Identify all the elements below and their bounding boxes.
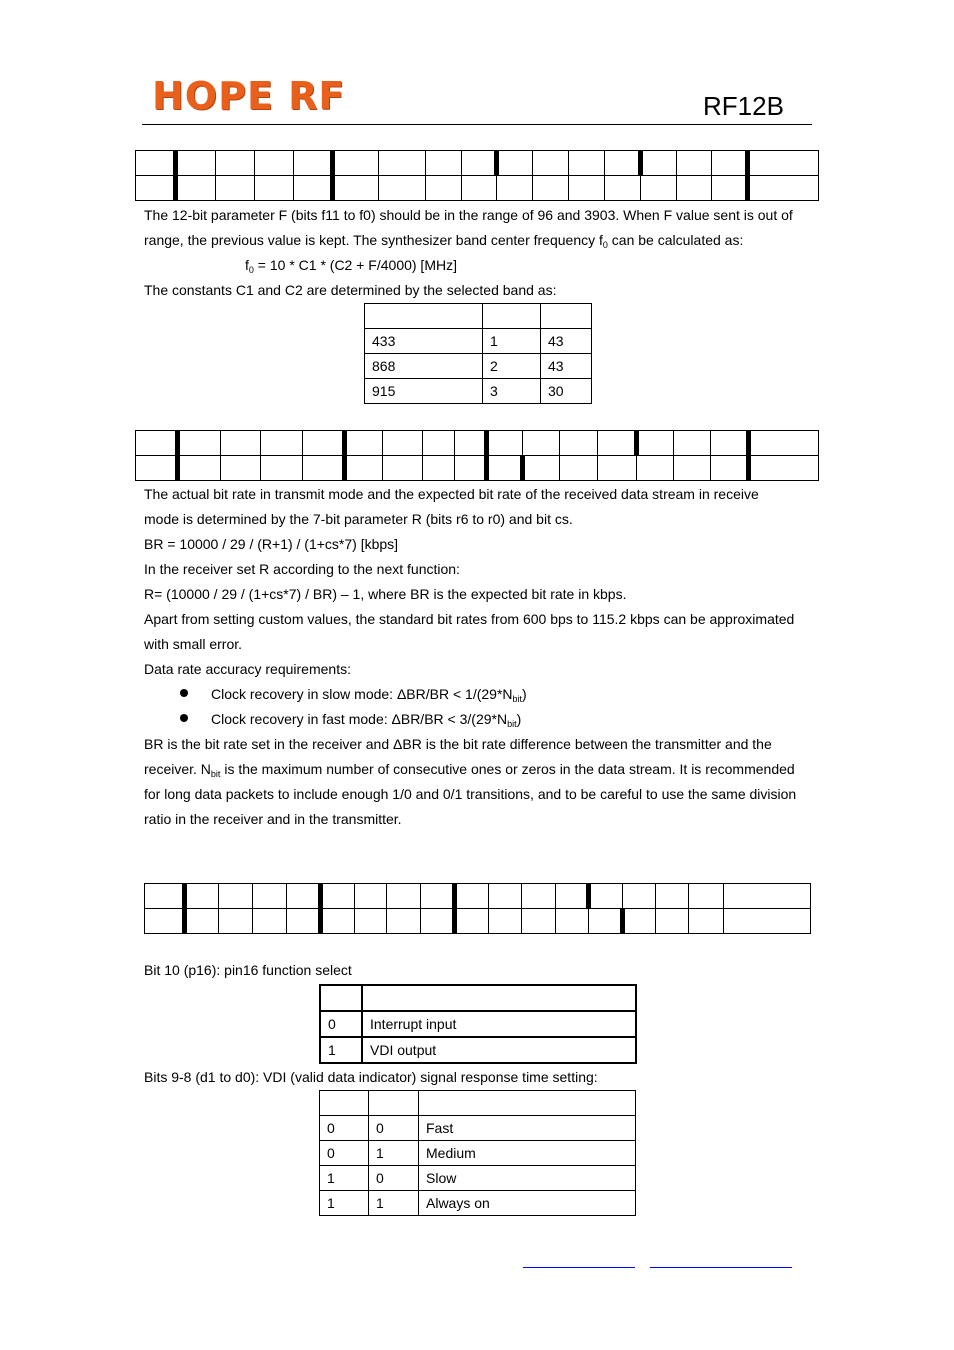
register-row — [145, 909, 811, 934]
table-cell — [541, 304, 592, 329]
table-row — [320, 1141, 636, 1166]
register-row — [145, 884, 811, 909]
table-cell: 1 — [369, 1141, 419, 1166]
bullet-icon — [180, 689, 188, 697]
table-cell: 2 — [483, 354, 541, 379]
nbit-subscript: bit — [210, 769, 221, 779]
table-cell: 1 — [369, 1191, 419, 1216]
datarate-r-formula: R= (10000 / 29 / (1+cs*7) / BR) – 1, where BR is the expected bit rate in kbps. — [144, 586, 627, 602]
band-constants-table — [364, 303, 592, 404]
datarate-line-6: Apart from setting custom values, the standard bit rates from 600 bps to 115.2 kbps can be approximated — [144, 611, 795, 627]
table-cell: 915 — [365, 379, 483, 404]
datarate-line-1: The actual bit rate in transmit mode and the expected bit rate of the received data stream in receive — [144, 486, 759, 502]
table-row — [320, 1116, 636, 1141]
formula-prefix: f — [245, 257, 249, 273]
bits98-caption: Bits 9-8 (d1 to d0): VDI (valid data indicator) signal response time setting: — [144, 1069, 598, 1085]
table-row — [320, 1166, 636, 1191]
table-cell: Medium — [419, 1141, 636, 1166]
bullet-subscript: bit — [507, 719, 517, 729]
register-row — [136, 431, 819, 456]
table-header-row — [320, 985, 636, 1011]
table-cell: 30 — [541, 379, 592, 404]
formula-rest: = 10 * C1 * (C2 + F/4000) [MHz] — [253, 257, 457, 273]
frequency-para-text-end: can be calculated as: — [607, 232, 744, 248]
table-cell: 0 — [320, 1141, 369, 1166]
register-row — [136, 151, 819, 176]
table-cell: Always on — [419, 1191, 636, 1216]
register-row — [136, 176, 819, 201]
constants-caption: The constants C1 and C2 are determined by the selected band as: — [144, 282, 557, 298]
bullet-text: Clock recovery in fast mode: ΔBR/BR < 3/(29*N — [211, 711, 508, 727]
bullet-text-end: ) — [516, 711, 522, 727]
table-cell: Interrupt input — [362, 1011, 636, 1037]
table-row — [320, 1191, 636, 1216]
table-row — [365, 329, 592, 354]
datarate-line-2: mode is determined by the 7-bit parameter R (bits r6 to r0) and bit cs. — [144, 511, 573, 527]
table-cell — [483, 304, 541, 329]
f0-subscript: 0 — [602, 240, 608, 250]
closing-text-end: is the maximum number of consecutive ones or zeros in the data stream. It is recommended — [220, 761, 795, 777]
frequency-para-text: range, the previous value is kept. The synthesizer band center frequency f — [144, 232, 603, 248]
table-cell — [362, 985, 636, 1011]
table-cell: 1 — [320, 1191, 369, 1216]
footer-link-2[interactable] — [650, 1267, 792, 1268]
register-table-frequency — [135, 150, 819, 201]
accuracy-heading: Data rate accuracy requirements: — [144, 661, 351, 677]
bullet-text-end: ) — [522, 686, 527, 702]
closing-line-4: ratio in the receiver and in the transmitter. — [144, 811, 402, 827]
table-cell — [320, 1091, 369, 1116]
table-cell: 43 — [541, 329, 592, 354]
frequency-formula — [245, 255, 457, 275]
table-cell: 868 — [365, 354, 483, 379]
pin16-function-table — [319, 984, 637, 1064]
vdi-response-table — [319, 1090, 636, 1216]
table-cell: 0 — [369, 1116, 419, 1141]
register-table-receiver — [144, 883, 811, 934]
register-table-datarate — [135, 430, 819, 481]
table-row — [320, 1037, 636, 1063]
bullet-subscript: bit — [512, 694, 523, 704]
bullet-item-slow — [211, 684, 527, 704]
closing-line-3: for long data packets to include enough 1/0 and 0/1 transitions, and to be careful to use the same division — [144, 786, 797, 802]
bullet-icon — [180, 714, 188, 722]
table-cell: 0 — [320, 1011, 362, 1037]
table-cell — [365, 304, 483, 329]
datarate-formula: BR = 10000 / 29 / (R+1) / (1+cs*7) [kbps] — [144, 536, 399, 552]
hope-rf-logo: HOPE RF — [152, 74, 346, 118]
closing-text: receiver. N — [144, 761, 211, 777]
table-cell — [419, 1091, 636, 1116]
table-row — [365, 354, 592, 379]
bullet-text: Clock recovery in slow mode: ΔBR/BR < 1/(29*N — [211, 686, 513, 702]
table-cell: 433 — [365, 329, 483, 354]
closing-line-1: BR is the bit rate set in the receiver and ΔBR is the bit rate difference between the transmitter and the — [144, 736, 772, 752]
closing-line-2 — [144, 759, 795, 779]
table-cell — [320, 985, 362, 1011]
frequency-para-line-1: The 12-bit parameter F (bits f11 to f0) should be in the range of 96 and 3903. When F value sent is out of — [144, 207, 793, 223]
table-row — [320, 1011, 636, 1037]
bullet-item-fast — [211, 709, 521, 729]
register-row — [136, 456, 819, 481]
table-cell: 1 — [483, 329, 541, 354]
table-cell: 1 — [320, 1166, 369, 1191]
frequency-para-line-2 — [144, 230, 743, 250]
table-cell: Fast — [419, 1116, 636, 1141]
table-cell: Slow — [419, 1166, 636, 1191]
footer-link-1[interactable] — [523, 1267, 635, 1268]
table-cell: 43 — [541, 354, 592, 379]
table-header-row — [365, 304, 592, 329]
table-cell — [369, 1091, 419, 1116]
datarate-line-7: with small error. — [144, 636, 243, 652]
bit10-caption: Bit 10 (p16): pin16 function select — [144, 962, 352, 978]
table-cell: VDI output — [362, 1037, 636, 1063]
formula-subscript: 0 — [248, 265, 254, 275]
table-cell: 3 — [483, 379, 541, 404]
table-cell: 1 — [320, 1037, 362, 1063]
header-divider — [142, 124, 812, 125]
datarate-line-4: In the receiver set R according to the next function: — [144, 561, 460, 577]
product-name: RF12B — [703, 91, 784, 121]
table-cell: 0 — [369, 1166, 419, 1191]
table-row — [365, 379, 592, 404]
table-cell: 0 — [320, 1116, 369, 1141]
table-header-row — [320, 1091, 636, 1116]
